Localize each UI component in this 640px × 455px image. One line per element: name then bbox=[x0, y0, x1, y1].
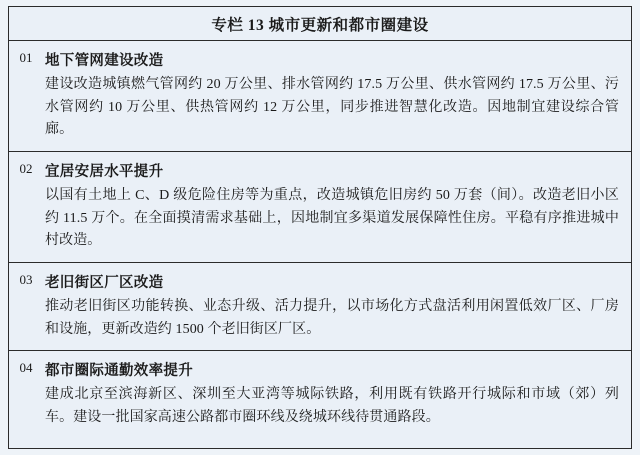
item-heading: 老旧街区厂区改造 bbox=[45, 275, 164, 292]
item-body: 推动老旧街区功能转换、业态升级、活力提升，以市场化方式盘活利用闲置低效厂区、厂房和设施，更新改造约 1500 个老旧街区厂区。 bbox=[45, 299, 619, 337]
item-content bbox=[43, 152, 631, 262]
list-item bbox=[9, 41, 631, 152]
item-number: 01 bbox=[19, 50, 33, 65]
item-number: 02 bbox=[19, 161, 33, 177]
item-body: 以国有土地上 C、D 级危险住房等为重点，改造城镇危旧房约 50 万套（间）。改造老旧小区约 11.5 万个。在全面摸清需求基础上，因地制宜多渠道发展保障性住房。平稳有序推进城中村改造。 bbox=[45, 188, 619, 249]
page-title: 专栏 13 城市更新和都市圈建设 bbox=[211, 16, 429, 34]
item-body: 建成北京至滨海新区、深圳至大亚湾等城际铁路，利用既有铁路开行城际和市域（郊）列车。建设一批国家高速公路都市圈环线及绕城环线待贯通路段。 bbox=[45, 387, 619, 426]
item-number: 04 bbox=[19, 360, 33, 376]
list-item bbox=[9, 152, 631, 263]
column-item-list bbox=[9, 41, 631, 439]
item-heading: 地下管网建设改造 bbox=[45, 53, 164, 69]
item-number: 03 bbox=[19, 272, 33, 288]
column-title-bar bbox=[9, 7, 631, 41]
item-content bbox=[43, 41, 631, 151]
item-body: 建设改造城镇燃气管网约 20 万公里、排水管网约 17.5 万公里、供水管网约 17.5 万公里、污水管网约 10 万公里、供热管网约 12 万公里，同步推进智慧化改造。因地制宜建设综合管廊。 bbox=[45, 77, 619, 138]
item-heading: 宜居安居水平提升 bbox=[45, 164, 164, 181]
item-content bbox=[43, 351, 631, 438]
list-item bbox=[9, 263, 631, 351]
item-heading: 都市圈际通勤效率提升 bbox=[45, 363, 193, 380]
column-box bbox=[8, 6, 632, 449]
item-content bbox=[43, 263, 631, 350]
list-item bbox=[9, 351, 631, 438]
